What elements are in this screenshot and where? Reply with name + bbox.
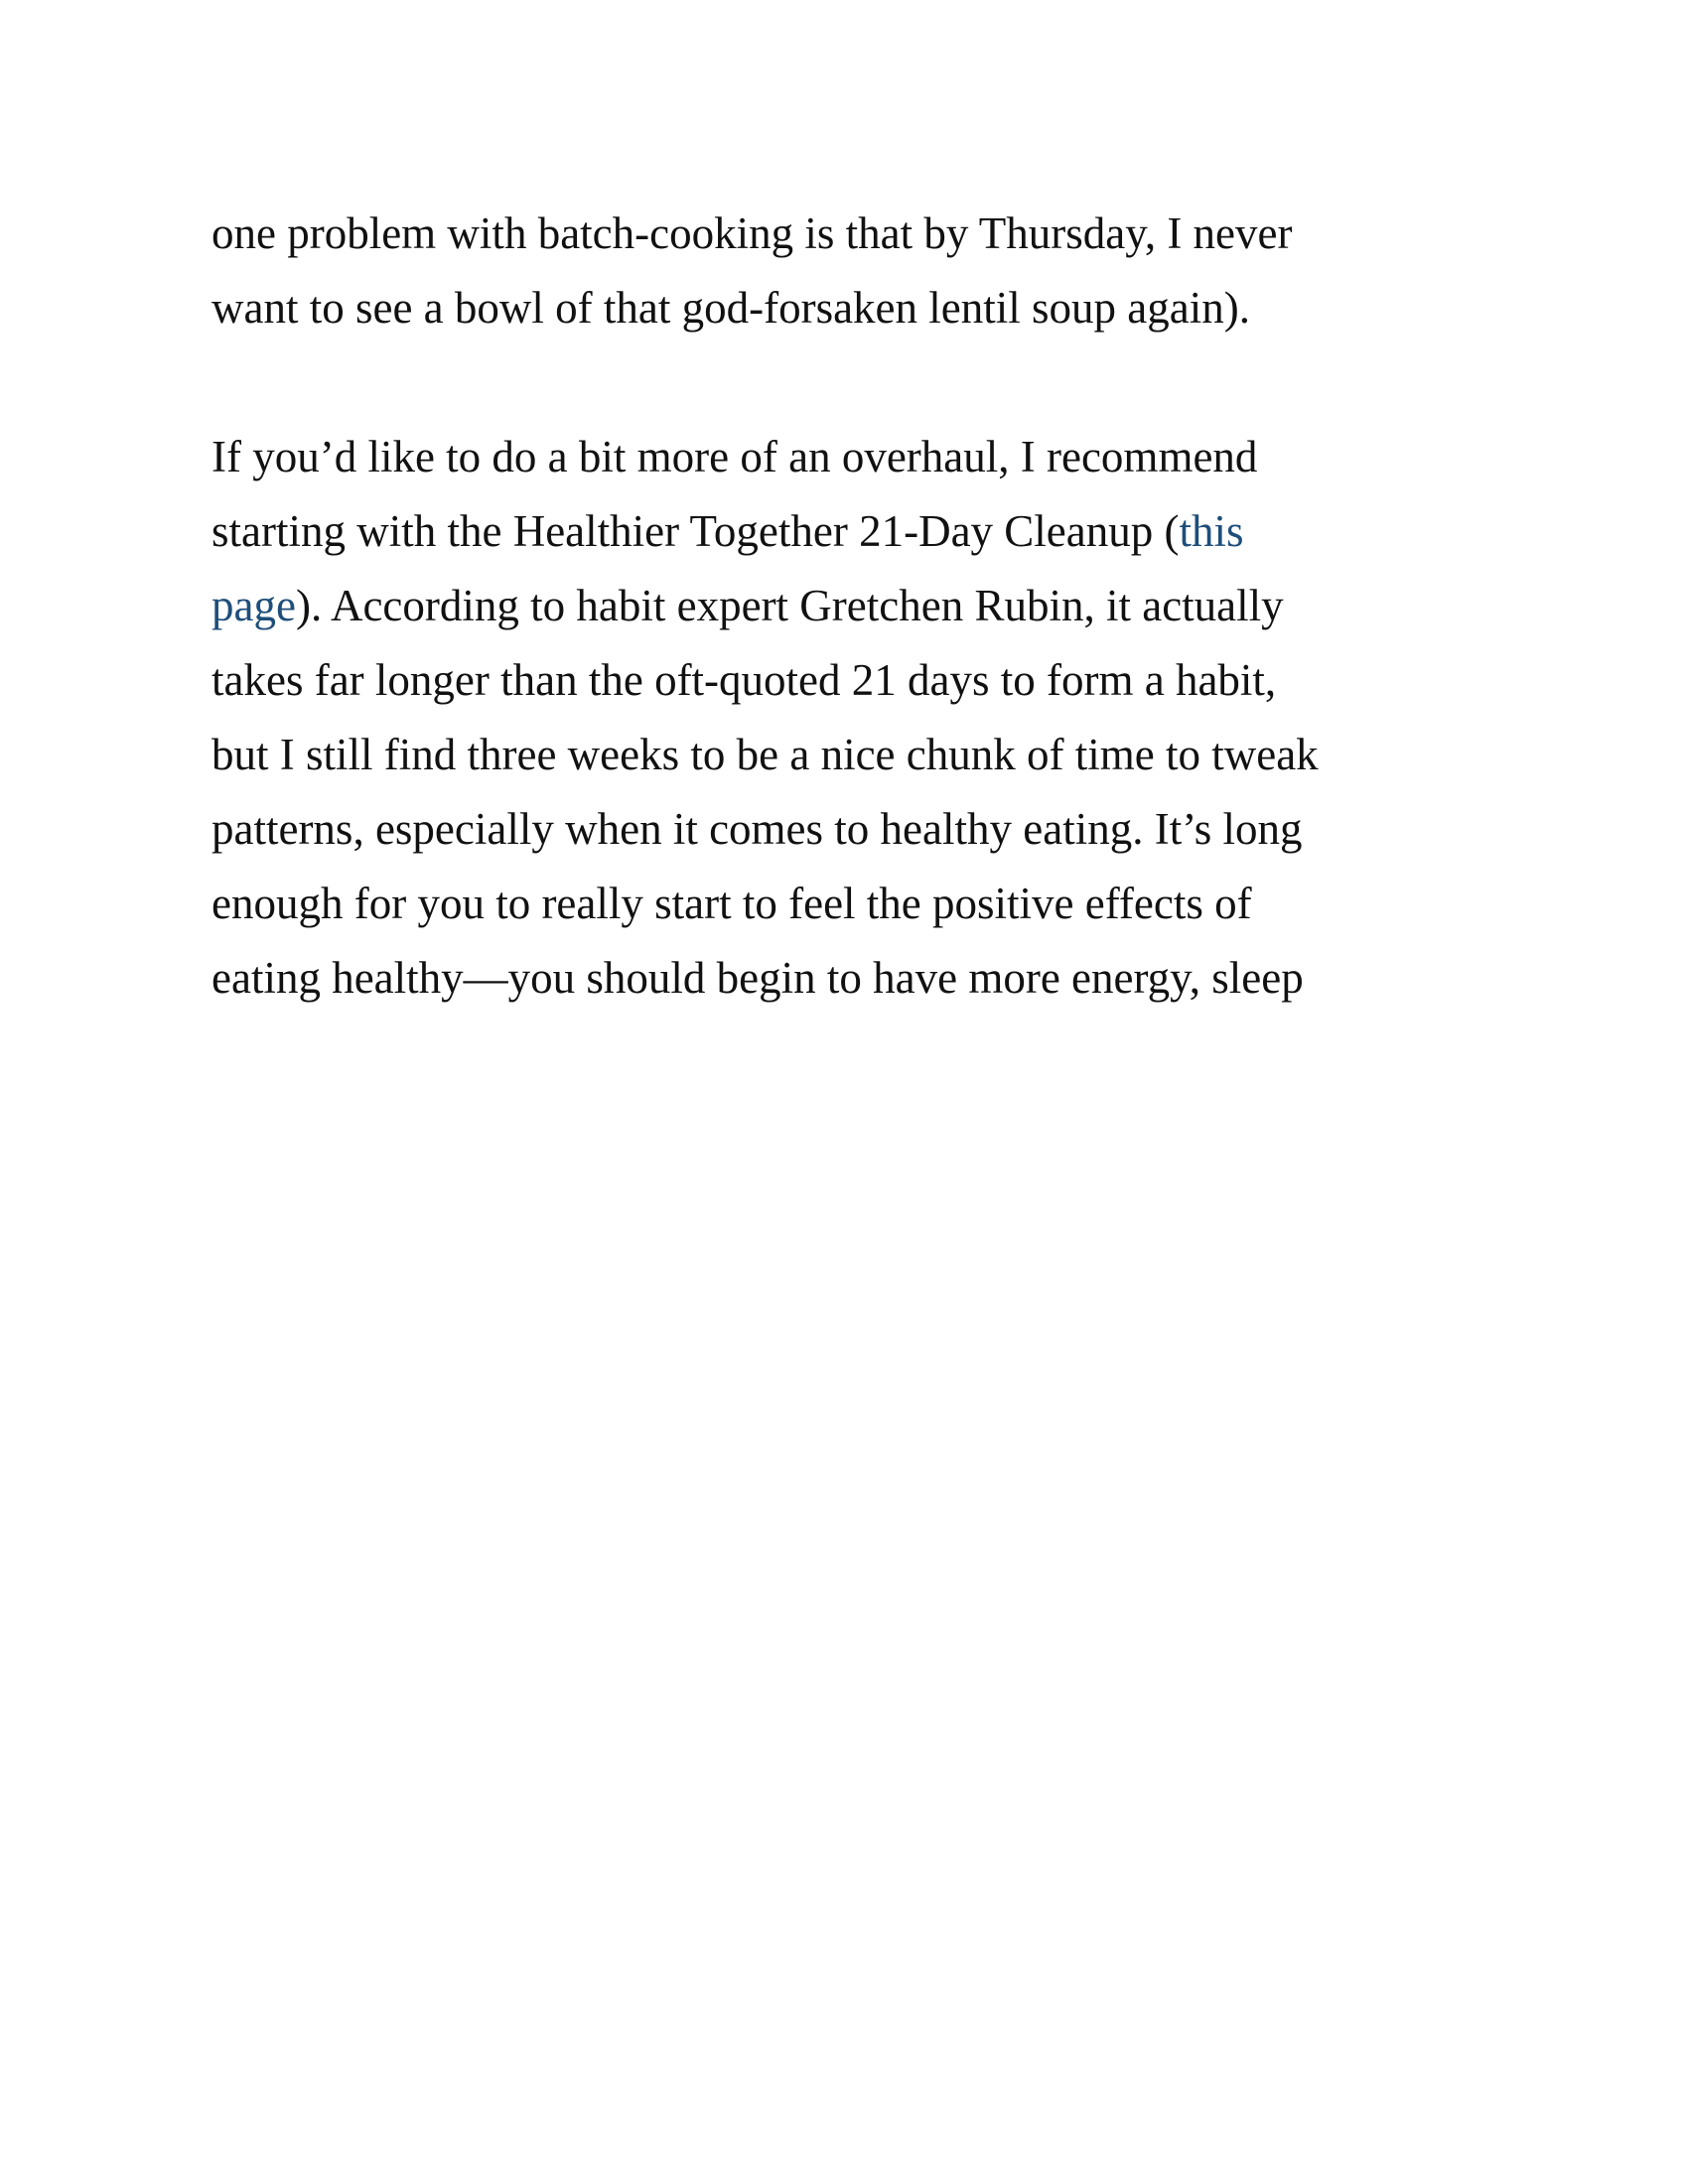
- this-page-link-continued[interactable]: page: [211, 581, 296, 630]
- document-page: [211, 197, 1502, 1016]
- text-line: eating healthy—you should begin to have more energy, sleep: [211, 953, 1304, 1003]
- text-line: If you’d like to do a bit more of an overhaul, I recommend: [211, 432, 1258, 481]
- text-line: [211, 569, 1502, 643]
- text-line: one problem with batch-cooking is that by Thursday, I never: [211, 208, 1293, 258]
- this-page-link[interactable]: this: [1179, 506, 1244, 556]
- paragraph-2: [211, 420, 1502, 1016]
- text-segment: starting with the Healthier Together 21-Day Cleanup (: [211, 506, 1180, 556]
- text-line: takes far longer than the oft-quoted 21 days to form a habit,: [211, 655, 1277, 705]
- text-line: want to see a bowl of that god-forsaken lentil soup again).: [211, 283, 1250, 333]
- text-line: but I still find three weeks to be a nice chunk of time to tweak: [211, 730, 1319, 779]
- text-line: [211, 494, 1502, 569]
- text-line: enough for you to really start to feel the positive effects of: [211, 879, 1252, 928]
- text-segment: ). According to habit expert Gretchen Rubin, it actually: [295, 581, 1284, 630]
- paragraph-1: [211, 197, 1502, 345]
- text-line: patterns, especially when it comes to healthy eating. It’s long: [211, 804, 1303, 854]
